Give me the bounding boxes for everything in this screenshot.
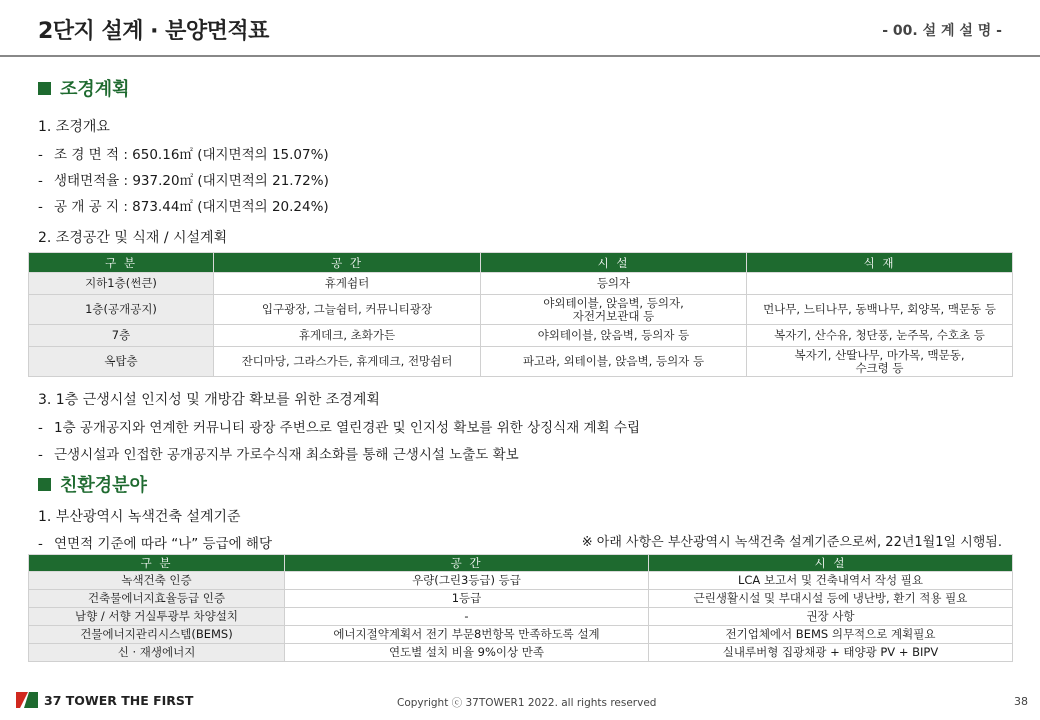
- eco-note: ※ 아래 사항은 부산광역시 녹색건축 설계기준으로써, 22년1월1일 시행됨.: [581, 535, 1002, 550]
- table-cell-category: 녹색건축 인증: [29, 572, 285, 590]
- green-building-table: [28, 554, 1013, 662]
- table-row: [29, 626, 1013, 644]
- table-cell: 에너지절약계획서 전기 부문8번항목 만족하도록 설계: [285, 626, 649, 644]
- landscape-item1-line: - 공 개 공 지 : 873.44㎡ (대지면적의 20.24%): [38, 199, 329, 215]
- eco-item1-title: 1. 부산광역시 녹색건축 설계기준: [38, 509, 241, 525]
- table-cell-category: 1층(공개공지): [29, 295, 214, 325]
- column-header: 구 분: [29, 253, 214, 273]
- table-cell: [747, 273, 1013, 295]
- header-divider: [0, 55, 1040, 57]
- table-cell: 잔디마당, 그라스가든, 휴게데크, 전망쉼터: [214, 347, 481, 377]
- table-cell: 등의자: [481, 273, 747, 295]
- table-cell: 근린생활시설 및 부대시설 등에 냉난방, 환기 적용 필요: [649, 590, 1013, 608]
- table-cell: LCA 보고서 및 건축내역서 작성 필요: [649, 572, 1013, 590]
- page-title: 2단지 설계 · 분양면적표: [38, 19, 269, 44]
- page-number: 38: [1014, 695, 1028, 708]
- copyright: Copyright ⓒ 37TOWER1 2022. all rights reserved: [397, 697, 657, 709]
- table-cell: 먼나무, 느티나무, 동백나무, 회양목, 맥문동 등: [747, 295, 1013, 325]
- square-bullet-icon: [38, 478, 51, 491]
- landscape-item2-title: 2. 조경공간 및 식재 / 시설계획: [38, 230, 228, 246]
- table-cell: -: [285, 608, 649, 626]
- landscape-item1-title: 1. 조경개요: [38, 119, 110, 135]
- landscape-heading: [38, 75, 130, 101]
- table-cell-category: 지하1층(썬큰): [29, 273, 214, 295]
- table-cell: 휴게쉼터: [214, 273, 481, 295]
- table-cell: 권장 사항: [649, 608, 1013, 626]
- section-tag: - 00. 설 계 설 명 -: [882, 23, 1002, 39]
- table-cell: 연도별 설치 비율 9%이상 만족: [285, 644, 649, 662]
- table-cell: 야외테이블, 앉음벽, 등의자 등: [481, 325, 747, 347]
- table-header-row: [29, 555, 1013, 572]
- column-header: 시 설: [481, 253, 747, 273]
- table-header-row: [29, 253, 1013, 273]
- table-row: [29, 590, 1013, 608]
- landscape-item1-line: - 조 경 면 적 : 650.16㎡ (대지면적의 15.07%): [38, 147, 329, 163]
- column-header: 시 설: [649, 555, 1013, 572]
- table-cell-category: 옥탑층: [29, 347, 214, 377]
- table-row: [29, 644, 1013, 662]
- table-cell: 파고라, 외테이블, 앉음벽, 등의자 등: [481, 347, 747, 377]
- table-row: [29, 572, 1013, 590]
- brand-logo-icon: [16, 690, 38, 710]
- table-cell: 우량(그린3등급) 등급: [285, 572, 649, 590]
- table-cell: 1등급: [285, 590, 649, 608]
- eco-heading: [38, 471, 147, 497]
- table-cell: 복자기, 산딸나무, 마가목, 맥문동, 수크령 등: [747, 347, 1013, 377]
- table-row: [29, 295, 1013, 325]
- brand-name: 37 TOWER THE FIRST: [44, 692, 194, 708]
- eco-heading-label: 친환경분야: [60, 475, 147, 496]
- landscape-item3-line: - 근생시설과 인접한 공개공지부 가로수식재 최소화를 통해 근생시설 노출도 확보: [38, 447, 519, 463]
- landscape-plan-table: [28, 252, 1013, 377]
- table-row: [29, 347, 1013, 377]
- table-cell: 전기업체에서 BEMS 의무적으로 계획필요: [649, 626, 1013, 644]
- table-cell-category: 건물에너지관리시스템(BEMS): [29, 626, 285, 644]
- landscape-item3-title: 3. 1층 근생시설 인지성 및 개방감 확보를 위한 조경계획: [38, 392, 380, 408]
- table-row: [29, 325, 1013, 347]
- column-header: 공 간: [285, 555, 649, 572]
- column-header: 공 간: [214, 253, 481, 273]
- table-cell: 휴게데크, 초화가든: [214, 325, 481, 347]
- footer-brand: [16, 690, 193, 710]
- table-cell-category: 건축물에너지효율등급 인증: [29, 590, 285, 608]
- eco-item1-line: - 연면적 기준에 따라 “나” 등급에 해당: [38, 536, 273, 552]
- column-header: 식 재: [747, 253, 1013, 273]
- landscape-item1-line: - 생태면적율 : 937.20㎡ (대지면적의 21.72%): [38, 173, 329, 189]
- table-cell: 복자기, 산수유, 청단풍, 눈주목, 수호초 등: [747, 325, 1013, 347]
- table-row: [29, 608, 1013, 626]
- table-row: [29, 273, 1013, 295]
- table-cell-category: 남향 / 서향 거실투광부 차양설치: [29, 608, 285, 626]
- table-cell: 야외테이블, 앉음벽, 등의자, 자전거보관대 등: [481, 295, 747, 325]
- table-cell: 입구광장, 그늘쉼터, 커뮤니티광장: [214, 295, 481, 325]
- table-cell: 실내루버형 집광채광 + 태양광 PV + BIPV: [649, 644, 1013, 662]
- square-bullet-icon: [38, 82, 51, 95]
- landscape-heading-label: 조경계획: [60, 79, 130, 100]
- column-header: 구 분: [29, 555, 285, 572]
- table-cell-category: 7층: [29, 325, 214, 347]
- landscape-item3-line: - 1층 공개공지와 연계한 커뮤니티 광장 주변으로 열린경관 및 인지성 확보를 위한 상징식재 계획 수립: [38, 420, 641, 436]
- table-cell-category: 신 · 재생에너지: [29, 644, 285, 662]
